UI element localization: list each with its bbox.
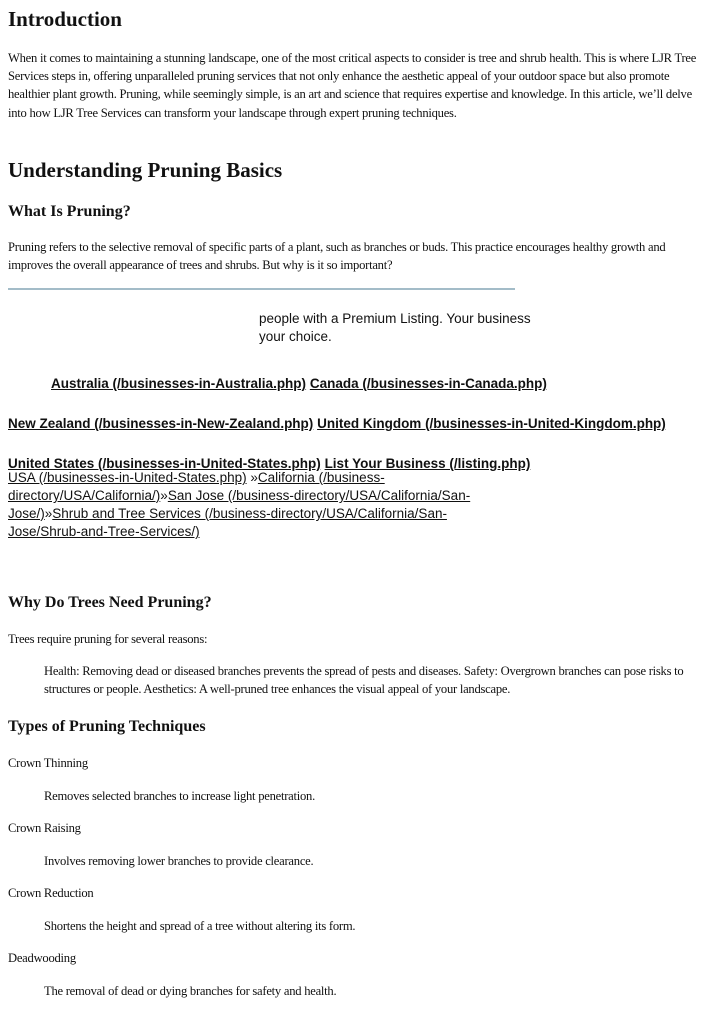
basics-heading: Understanding Pruning Basics [8, 158, 283, 182]
technique-description: Involves removing lower branches to provide clearance. [44, 854, 314, 868]
what-is-pruning-heading: What Is Pruning? [8, 203, 131, 220]
why-intro: Trees require pruning for several reasons: [8, 632, 208, 646]
directory-embed [8, 290, 666, 550]
technique-term: Crown Raising [8, 821, 81, 835]
nav-link-canada[interactable]: Canada (/businesses-in-Canada.php) [309, 376, 547, 391]
breadcrumb-separator: » [44, 506, 53, 521]
premium-line-1: people with a Premium Listing. Your business [259, 311, 531, 326]
country-nav-row-2 [8, 416, 666, 431]
intro-paragraph: When it comes to maintaining a stunning landscape, one of the most critical aspects to consider is tree and shrub health. This is where LJR Tree Services steps in, offering unparalleled pruning services that not only enhance the aesthetic appeal of your outdoor space but also promote healthier plant growth. Pruning, while seemingly simple, is an art and science that requires expertise and knowledge. In this article, we’ll delve into how LJR Tree Services can transform your landscape through expert pruning techniques. [8, 51, 697, 120]
breadcrumb-shrub-tree-services[interactable]: Shrub and Tree Services (/business-directory/USA/California/San-Jose/Shrub-and-Tree-Services/) [8, 506, 447, 539]
breadcrumb-california[interactable]: California (/business-directory/USA/California/) [8, 470, 385, 503]
intro-heading: Introduction [8, 7, 122, 31]
types-heading: Types of Pruning Techniques [8, 718, 206, 735]
premium-line-2: your choice. [259, 329, 332, 344]
technique-term: Crown Reduction [8, 886, 94, 900]
why-reasons: Health: Removing dead or diseased branches prevents the spread of pests and diseases. Safety: Overgrown branches can pose risks to structures or people. Aesthetics: A well-pruned tree enhances the visual appeal of your landscape. [44, 664, 684, 697]
why-heading: Why Do Trees Need Pruning? [8, 594, 212, 611]
technique-term: Deadwooding [8, 951, 76, 965]
nav-link-list-business[interactable]: List Your Business (/listing.php) [324, 456, 531, 471]
country-nav-row-1 [51, 376, 547, 391]
nav-link-united-kingdom[interactable]: United Kingdom (/businesses-in-United-Kingdom.php) [317, 416, 666, 431]
breadcrumb-usa[interactable]: USA (/businesses-in-United-States.php) [8, 470, 247, 485]
breadcrumb-separator: » [246, 470, 258, 485]
nav-link-united-states[interactable]: United States (/businesses-in-United-States.php) [8, 456, 321, 471]
technique-description: Shortens the height and spread of a tree without altering its form. [44, 919, 356, 933]
technique-description: Removes selected branches to increase light penetration. [44, 789, 316, 803]
breadcrumb [8, 469, 508, 541]
technique-description: The removal of dead or dying branches for safety and health. [44, 984, 337, 998]
nav-link-australia[interactable]: Australia (/businesses-in-Australia.php) [51, 376, 307, 391]
breadcrumb-san-jose[interactable]: San Jose (/business-directory/USA/California/San-Jose/) [8, 488, 471, 521]
technique-term: Crown Thinning [8, 756, 88, 770]
breadcrumb-separator: » [160, 488, 168, 503]
what-is-pruning-paragraph: Pruning refers to the selective removal of specific parts of a plant, such as branches or buds. This practice encourages healthy growth and improves the overall appearance of trees and shrubs. But why is it so important? [8, 240, 666, 273]
premium-listing-text [259, 310, 659, 346]
nav-link-new-zealand[interactable]: New Zealand (/businesses-in-New-Zealand.php) [8, 416, 314, 431]
